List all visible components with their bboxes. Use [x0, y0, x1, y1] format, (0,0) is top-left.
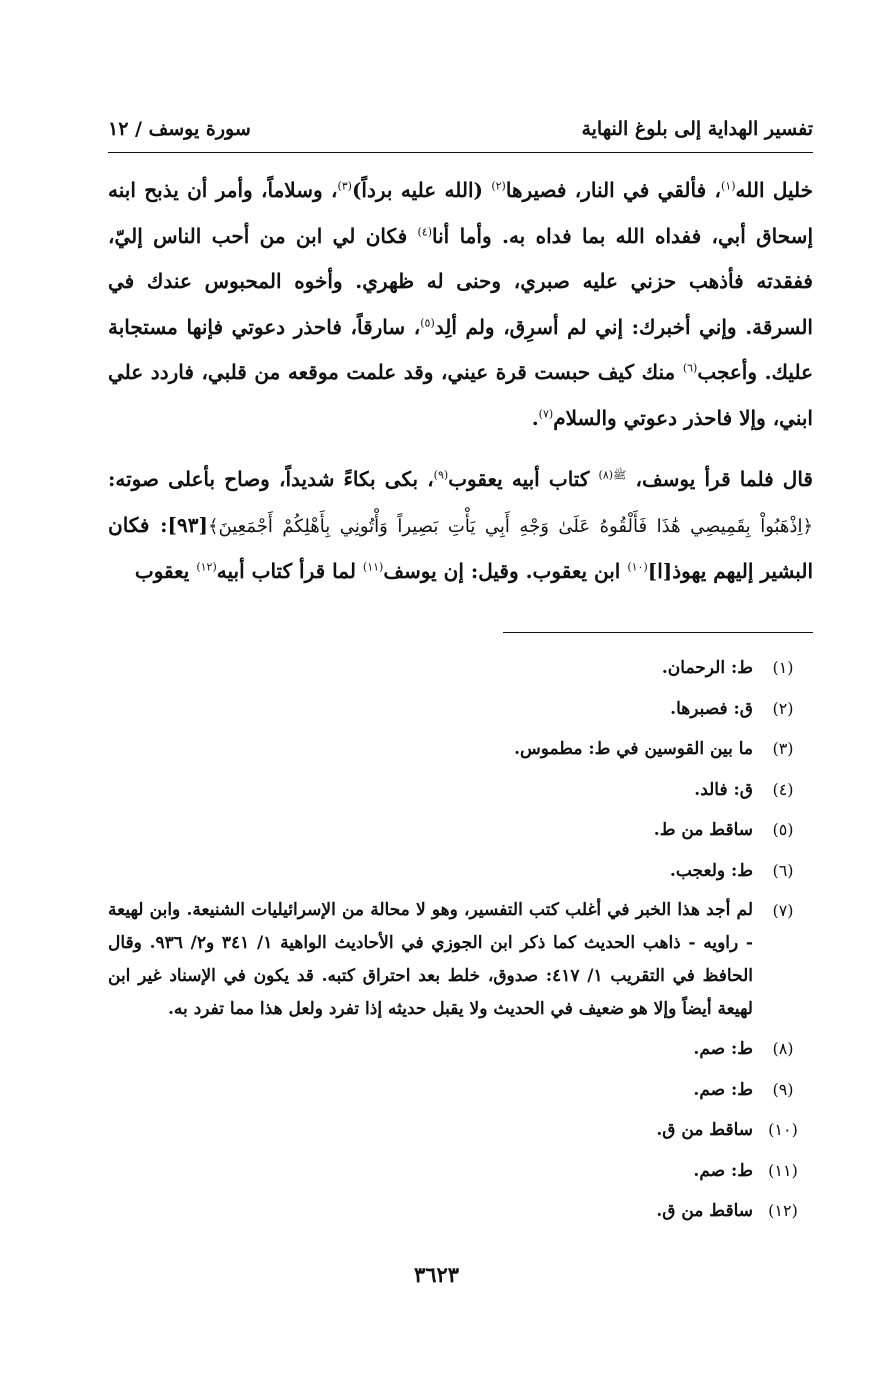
footnote-marker: (١٢)	[196, 560, 217, 574]
footnote-item	[108, 851, 813, 892]
footnote-marker: (١١)	[362, 560, 384, 574]
footnote-number: (١١)	[768, 1160, 798, 1180]
footnote-text: ط: الرحمان.	[661, 658, 753, 678]
book-title: تفسير الهداية إلى بلوغ النهاية	[581, 118, 813, 140]
footnote-item	[108, 1151, 813, 1192]
footnote-marker: (٢)	[491, 179, 506, 193]
footnote-item	[108, 810, 813, 851]
surah-label: سورة يوسف / ١٢	[108, 118, 251, 140]
text-run: قال فلما قرأ يوسف،	[626, 467, 813, 491]
main-text	[108, 168, 813, 595]
text-run: منك كيف حبست قرة عيني، وقد علمت موقعه من قلبي، فاردد علي ابني، وإلا فاحذر دعوتي والسلام	[108, 360, 813, 430]
footnote-marker: (٩)	[433, 468, 449, 482]
footnote-marker: (٧)	[538, 406, 554, 420]
footnote-text: ما بين القوسين في ط: مطموس.	[514, 739, 753, 759]
footnote-number: (١٠)	[768, 1120, 798, 1139]
footnote-number: (٥)	[772, 820, 794, 839]
quran-verse: ﴿اِذْهَبُواْ بِقَمِيصِي هَٰذَا فَأَلْقُوهُ عَلَىٰ وَجْهِ أَبِي يَأْتِ بَصِيراً وَأْتُونِي بِأَهْلِكُمْ أَجْمَعِينَ﴾	[207, 515, 813, 537]
text-run: ابن يعقوب. وقيل: إن يوسف	[383, 559, 628, 583]
footnote-text: ق: فالد.	[694, 779, 753, 800]
text-run: ، وسلاماً، وأمر أن يذبح ابنه إسحاق أبي، ففداه الله بما فداه به. وأما أنا	[108, 178, 813, 248]
footnote-divider	[503, 632, 813, 633]
text-run: ، فألقي في النار، فصيرها	[505, 178, 721, 202]
footnote-item	[108, 689, 813, 730]
footnote-item	[108, 770, 813, 811]
footnote-marker: (٨)	[598, 468, 614, 482]
running-header	[108, 118, 813, 148]
footnote-text: ط: ولعجب.	[669, 860, 753, 881]
footnote-marker: (٤)	[417, 224, 433, 238]
footnote-marker: (٥)	[420, 315, 435, 329]
footnote-item	[108, 1029, 813, 1070]
footnote-number: (٤)	[772, 779, 794, 799]
footnote-marker: (٣)	[337, 179, 352, 193]
footnote-item	[108, 1110, 813, 1151]
text-run: خليل الله	[735, 178, 814, 202]
footnote-number: (٢)	[772, 698, 794, 718]
header-divider	[108, 152, 813, 153]
page-number: ٣٦٢٣	[413, 1262, 460, 1287]
text-run: .	[531, 405, 539, 430]
text-run: (الله عليه برداً)	[351, 178, 492, 202]
footnote-item	[108, 1191, 813, 1232]
footnote-number: (٧)	[772, 901, 794, 920]
footnote-number: (٨)	[772, 1039, 794, 1058]
footnote-text: ساقط من ق.	[656, 1120, 753, 1140]
footnote-text: ساقط من ق.	[656, 1201, 753, 1221]
paragraph-2	[108, 457, 813, 595]
footnote-marker: (٦)	[682, 361, 698, 375]
text-run: [٩٣]: فكان البشير إليهم يهوذ[ا]	[108, 512, 813, 583]
text-run: كتاب أبيه يعقوب	[448, 467, 599, 491]
footnote-text: ط: صم.	[693, 1039, 753, 1059]
footnote-marker: (١٠)	[627, 560, 648, 574]
footnote-item	[108, 891, 813, 1029]
footnote-text: ط: صم.	[693, 1160, 753, 1181]
footnote-number: (٣)	[772, 739, 794, 758]
footnote-text: لم أجد هذا الخبر في أغلب كتب التفسير، وهو لا محالة من الإسرائيليات الشنيعة. وابن لهيعة - راويه - ذاهب الحديث كما ذكر ابن الجوزي في الأحاديث الواهية ١/ ٣٤١ و٢/ ٩٣٦. وقال الحافظ في التقريب ١/ ٤١٧: صدوق، خلط بعد احتراق كتبه. قد يكون في الإسناد غير ابن لهيعة أيضاً وإلا هو ضعيف في الحديث ولا يقبل حديثه إذا تفرد ولعل هذا مما تفرد به.	[108, 900, 753, 1019]
footnote-text: ق: فصبرها.	[670, 698, 753, 719]
salutation-glyph: ﷺ	[613, 468, 627, 482]
text-run: ، سارقاً، فاحذر دعوتي فإنها مستجابة عليك. وأعجب	[108, 314, 813, 384]
footnote-marker: (١)	[720, 179, 736, 193]
text-run: ، بكى بكاءً شديداً، وصاح بأعلى صوته:	[108, 467, 434, 491]
footnote-item	[108, 729, 813, 770]
footnote-number: (١)	[772, 658, 794, 677]
text-run: لما قرأ كتاب أبيه	[216, 559, 363, 583]
footnote-item	[108, 648, 813, 689]
paragraph-1	[108, 168, 813, 441]
footnote-number: (١٢)	[768, 1201, 798, 1220]
footnote-text: ساقط من ط.	[653, 820, 753, 840]
footnotes-list	[108, 648, 813, 1232]
footnote-item	[108, 1070, 813, 1111]
text-run: فكان لي ابن من أحب الناس إليّ، ففقدته فأذهب حزني عليه صبري، وحنى له ظهري. وأخوه المحبوس عندك في السرقة. وإني أخبرك: إني لم أسرِق، ولم ألِد	[108, 223, 813, 339]
footnote-number: (٦)	[772, 860, 794, 880]
footnote-number: (٩)	[772, 1079, 794, 1099]
text-run: يعقوب	[134, 559, 197, 583]
footnote-text: ط: صم.	[693, 1079, 753, 1100]
